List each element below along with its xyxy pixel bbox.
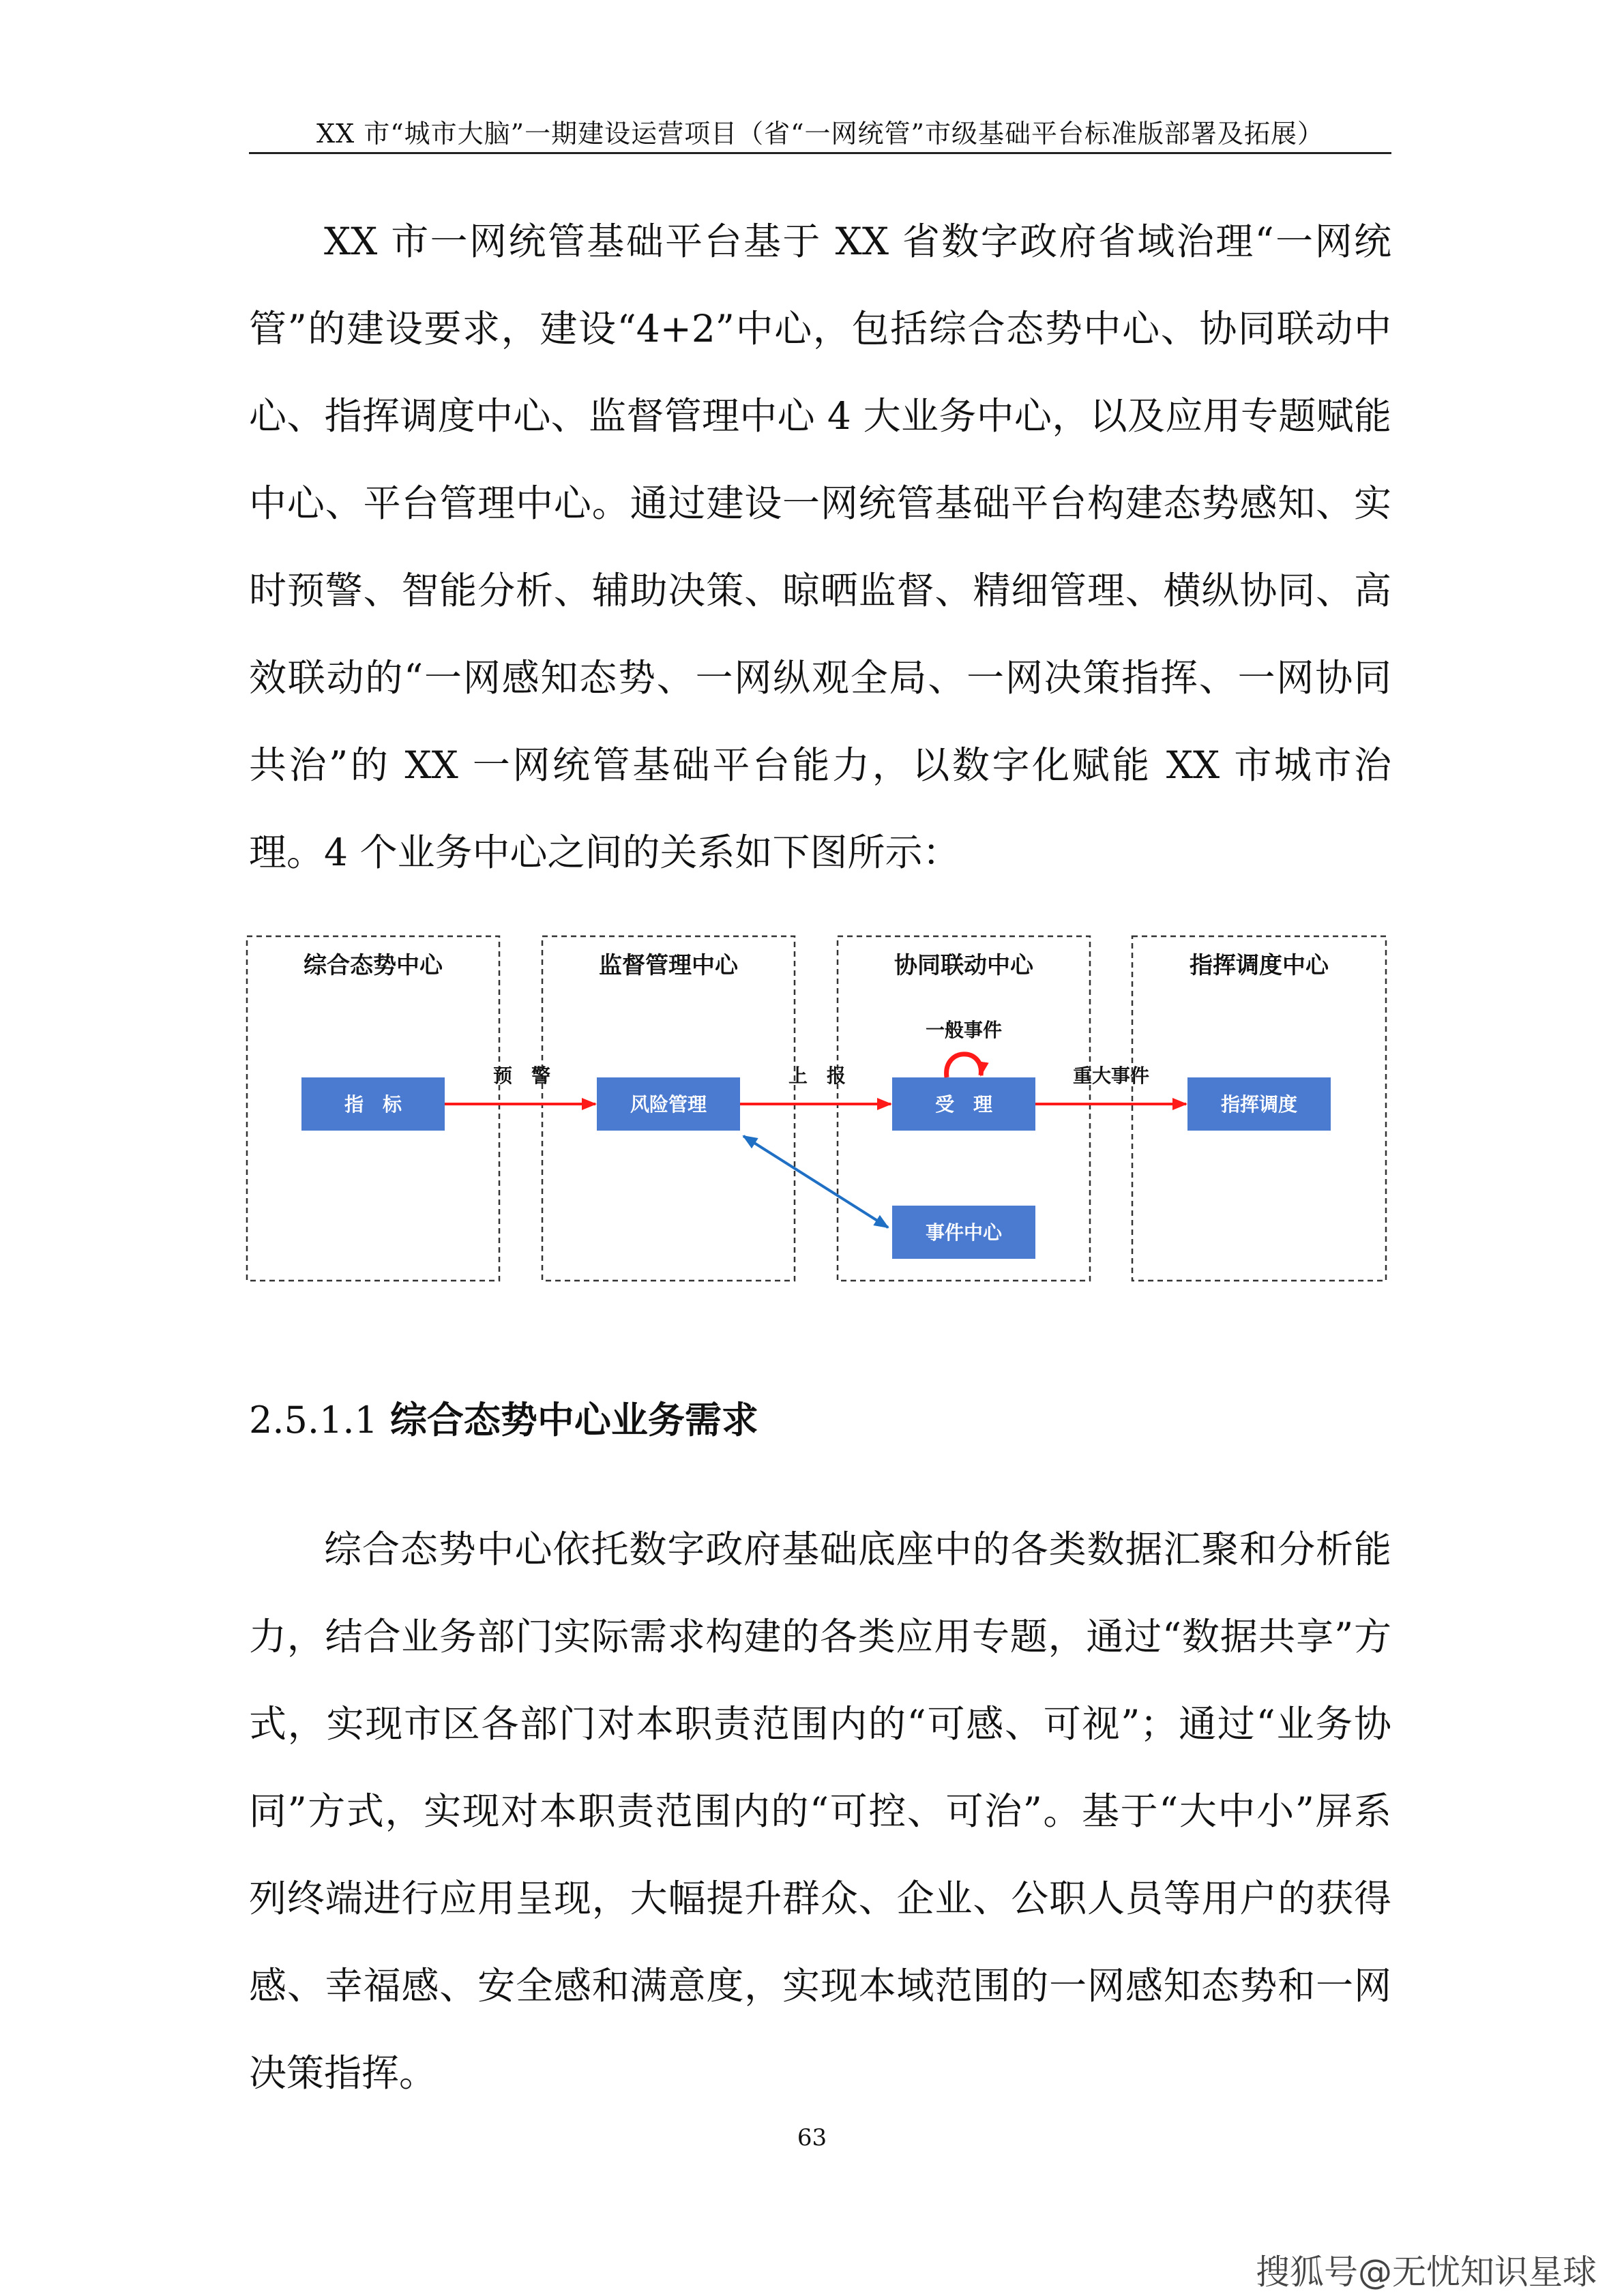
risk-event-center-arrow [743, 1136, 888, 1227]
intro-paragraph: XX 市一网统管基础平台基于 XX 省数字政府省域治理“一网统管”的建设要求，建设“4+2”中心，包括综合态势中心、协同联动中心、指挥调度中心、监督管理中心 4 大业务中心，以及应用专题赋能中心、平台管理中心。通过建设一网统管基础平台构建态势感知、实时预警、智能分析、辅助决策、晾晒监督、精细管理、横纵协同、高效联动的“一网感知态势、一网纵观全局、一网决策指挥、一网协同共治”的 XX 一网统管基础平台能力，以数字化赋能 XX 市城市治理。4 个业务中心之间的关系如下图所示： [249, 220, 1391, 874]
business-centers-diagram [246, 934, 1391, 1289]
center-title-collaboration: 协同联动中心 [894, 952, 1033, 979]
watermark: 搜狐号@无忧知识星球 [1256, 2252, 1597, 2292]
center-title-supervision: 监督管理中心 [599, 952, 738, 979]
center-title-command: 指挥调度中心 [1190, 952, 1329, 979]
risk-management-box-label: 风险管理 [630, 1093, 707, 1116]
warning-arrow-label: 预 警 [492, 1064, 551, 1087]
accept-box-label: 受 理 [934, 1093, 993, 1116]
report-arrow-label: 上 报 [788, 1064, 846, 1087]
indicator-box-label: 指 标 [344, 1093, 402, 1116]
command-dispatch-box-label: 指挥调度 [1220, 1093, 1298, 1116]
section-number: 2.5.1.1 [249, 1399, 378, 1442]
page-number: 63 [797, 2124, 827, 2151]
running-header: XX 市“城市大脑”一期建设运营项目（省“一网统管”市级基础平台标准版部署及拓展） [316, 119, 1324, 149]
major-event-arrow-label: 重大事件 [1072, 1064, 1150, 1087]
general-event-loop-arrow [947, 1054, 981, 1077]
center-title-situation: 综合态势中心 [304, 952, 443, 979]
general-event-label: 一般事件 [925, 1019, 1003, 1041]
section-title: 综合态势中心业务需求 [389, 1399, 758, 1442]
event-center-box-label: 事件中心 [925, 1221, 1003, 1244]
header-rule [249, 152, 1391, 154]
section-paragraph: 综合态势中心依托数字政府基础底座中的各类数据汇聚和分析能力，结合业务部门实际需求构建的各类应用专题，通过“数据共享”方式，实现市区各部门对本职责范围内的“可感、可视”；通过“业务协同”方式，实现对本职责范围内的“可控、可治”。基于“大中小”屏系列终端进行应用呈现，大幅提升群众、企业、公职人员等用户的获得感、幸福感、安全感和满意度，实现本域范围的一网感知态势和一网决策指挥。 [249, 1527, 1391, 2095]
section-heading [249, 1391, 758, 1444]
